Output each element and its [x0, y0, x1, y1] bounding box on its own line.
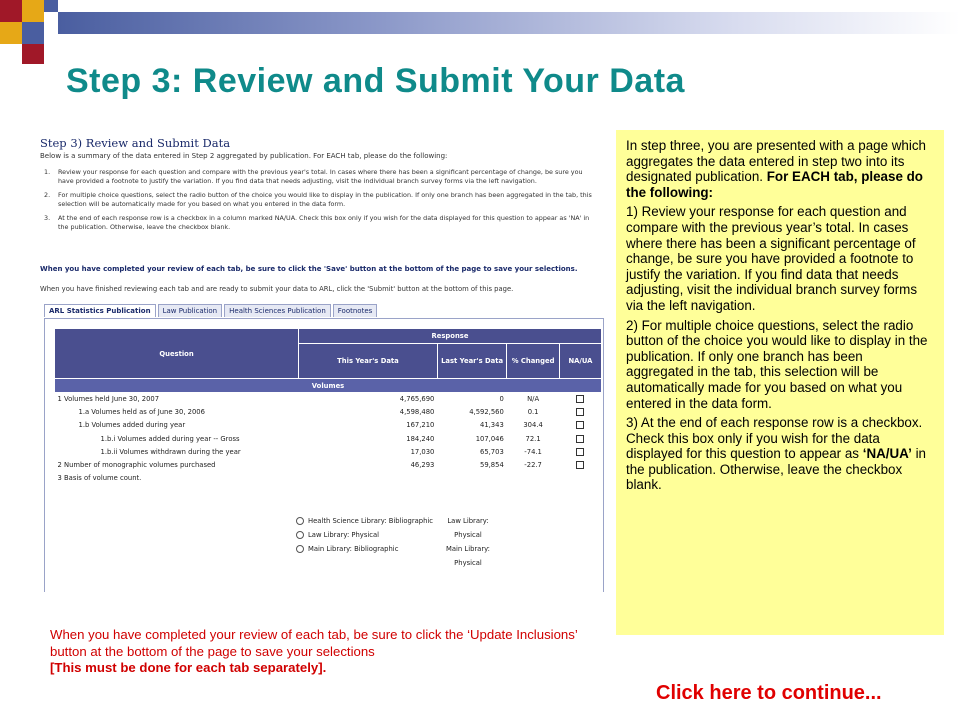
table-row: [55, 445, 602, 458]
table-row: [55, 406, 602, 419]
row-last-year: 59,854: [480, 461, 504, 470]
row-last-year: 65,703: [480, 447, 504, 456]
col-pct-changed: % Changed: [507, 343, 560, 378]
naua-checkbox[interactable]: [576, 461, 584, 469]
row-this-year: 17,030: [410, 447, 435, 456]
row-question: 1.b.i Volumes added during year -- Gross: [100, 434, 240, 443]
row-pct: -74.1: [524, 447, 542, 456]
instructions-box: [616, 130, 944, 635]
row-question: 1.a Volumes held as of June 30, 2006: [78, 408, 205, 417]
row-pct: 72.1: [525, 434, 541, 443]
radio-button[interactable]: [296, 545, 304, 553]
row-question: 1.b Volumes added during year: [78, 421, 186, 430]
row-last-year: 41,343: [480, 421, 504, 430]
screenshot-step: 1. Review your response for each question and compare with the previous year's total. In cases where there has been a significant percentage of change, be sure you have provided a footnote to justify the variation. If you find data that needs adjusting, visit the individual branch survey forms via the left navigation.: [44, 168, 583, 185]
col-naua: NA/UA: [559, 343, 601, 378]
choice-summary: Law Library: Physical Main Library: Physical: [446, 517, 490, 567]
header-gradient-bar: [58, 12, 960, 34]
row-this-year: 184,240: [406, 434, 435, 443]
instructions-step-1: 1) Review your response for each question and compare with the previous year’s total. In cases where there has been a significant percentage of change, be sure you have provided a footnote to justify the variation. If you find data that needs adjusting, visit the individual branch survey forms via the left navigation.: [626, 204, 918, 313]
naua-checkbox[interactable]: [576, 395, 584, 403]
row-last-year: 4,592,560: [469, 408, 504, 417]
naua-checkbox[interactable]: [576, 408, 584, 416]
naua-checkbox[interactable]: [576, 448, 584, 456]
col-question: Question: [55, 329, 299, 379]
row-pct: -22.7: [524, 461, 542, 470]
row-last-year: 107,046: [475, 434, 504, 443]
publication-tabs: [44, 304, 377, 317]
radio-button[interactable]: [296, 517, 304, 525]
col-response: Response: [299, 329, 602, 344]
choice-radio-list: [296, 514, 436, 556]
table-row: [55, 393, 602, 406]
screenshot-step: 3. At the end of each response row is a checkbox in a column marked NA/UA. Check this box only if you wish for the data displayed for this question to appear as 'NA' in the publication. Otherwise, leave the checkbox blank.: [44, 214, 590, 231]
table-row: [55, 472, 602, 485]
row-this-year: 46,293: [410, 461, 435, 470]
embedded-screenshot: [38, 130, 606, 592]
row-pct: N/A: [527, 395, 540, 404]
row-pct: 0.1: [527, 408, 539, 417]
naua-checkbox[interactable]: [576, 421, 584, 429]
screenshot-step: 2. For multiple choice questions, select the radio button of the choice you would like to display in the publication. If only one branch has been aggregated in the tab, this selection will be automatically made for you based on what you entered in the data form.: [44, 191, 592, 208]
continue-link[interactable]: Click here to continue...: [656, 682, 882, 704]
corner-square-gold-2: [0, 22, 22, 44]
instructions-step-3: 3) At the end of each response row is a checkbox. Check this box only if you wish for the data displayed for this question to appear as ‘NA/UA’ in the publication. Otherwise, leave the checkbox blank.: [626, 415, 927, 493]
row-last-year: 0: [499, 395, 504, 404]
row-question: 2 Number of monographic volumes purchased: [57, 461, 216, 470]
row-pct: 304.4: [523, 421, 543, 430]
slide-title: Step 3: Review and Submit Your Data: [66, 62, 685, 100]
update-inclusions-note: When you have completed your review of each tab, be sure to click the ‘Update Inclusions’ button at the bottom of the page to save your selections [This must be done for each tab separately].: [50, 627, 578, 675]
screenshot-save-note: When you have completed your review of each tab, be sure to click the 'Save' button at the bottom of the page to save your selections.: [40, 265, 578, 273]
naua-checkbox[interactable]: [576, 435, 584, 443]
table-row: [55, 432, 602, 445]
tab-footnotes[interactable]: Footnotes: [333, 304, 378, 317]
corner-square-red: [0, 0, 22, 22]
screenshot-submit-note: When you have finished reviewing each tab and are ready to submit your data to ARL, click the 'Submit' button at the bottom of this page.: [40, 285, 514, 293]
table-row: [55, 419, 602, 432]
row-question: 1 Volumes held June 30, 2007: [57, 395, 160, 404]
response-table: [54, 328, 602, 485]
row-question: 3 Basis of volume count.: [57, 474, 142, 483]
corner-square-red-2: [22, 44, 44, 64]
choice-option[interactable]: Health Science Library: Bibliographic: [296, 514, 436, 528]
instructions-step-2: 2) For multiple choice questions, select the radio button of the choice you would like to display in the publication. If only one branch has been aggregated in the tab, this selection will be automatically made for you based on what you entered in the data form.: [626, 317, 928, 411]
corner-square-gold: [22, 0, 44, 22]
radio-button[interactable]: [296, 531, 304, 539]
instructions-intro: In step three, you are presented with a page which aggregates the data entered in step two into its designated publication. For EACH tab, please do the following:: [626, 138, 926, 200]
tab-arl-statistics[interactable]: ARL Statistics Publication: [44, 304, 156, 317]
screenshot-intro: Below is a summary of the data entered in Step 2 aggregated by publication. For EACH tab, please do the following:: [40, 152, 448, 160]
choice-option[interactable]: Law Library: Physical: [296, 528, 436, 542]
row-this-year: 4,598,480: [399, 408, 435, 417]
screenshot-steps: [44, 168, 594, 238]
tab-law-publication[interactable]: Law Publication: [158, 304, 223, 317]
screenshot-heading: Step 3) Review and Submit Data: [40, 136, 231, 150]
corner-square-navy-2: [22, 22, 44, 44]
row-question: 1.b.ii Volumes withdrawn during the year: [100, 447, 241, 456]
col-this-year: This Year's Data: [299, 343, 438, 378]
section-volumes: Volumes: [55, 379, 602, 393]
col-last-year: Last Year's Data: [437, 343, 506, 378]
row-this-year: 167,210: [406, 421, 435, 430]
corner-square-navy: [44, 0, 58, 12]
table-row: [55, 458, 602, 471]
tab-health-sciences[interactable]: Health Sciences Publication: [224, 304, 331, 317]
row-this-year: 4,765,690: [399, 395, 435, 404]
choice-option[interactable]: Main Library: Bibliographic: [296, 542, 436, 556]
